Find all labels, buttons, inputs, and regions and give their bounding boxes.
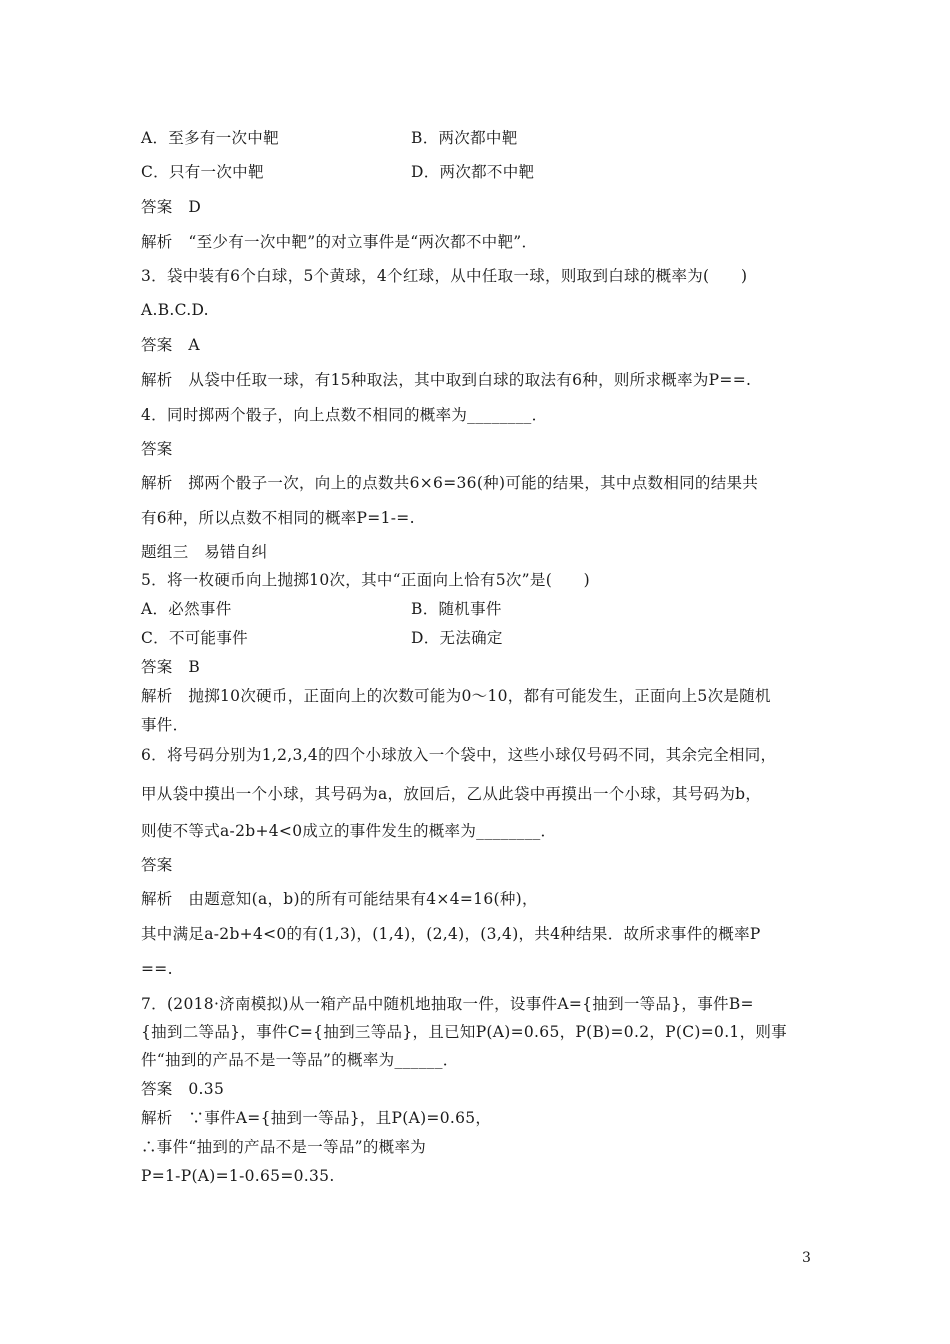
q6-question-line-1: 6．将号码分别为1,2,3,4的四个小球放入一个袋中，这些小球仅号码不同，其余完全相同， (141, 746, 777, 764)
q2-option-a: A．至多有一次中靶 (141, 129, 279, 147)
q2-option-c: C．只有一次中靶 (141, 163, 264, 181)
q6-analysis-line-3: ==. (141, 960, 173, 978)
q2-option-d: D．两次都不中靶 (411, 163, 535, 181)
q7-analysis-line-3: P=1-P(A)=1-0.65=0.35. (141, 1167, 335, 1185)
q3-analysis: 解析 从袋中任取一球，有15种取法，其中取到白球的取法有6种，则所求概率为P==. (141, 371, 752, 389)
q4-analysis-line-1: 解析 掷两个骰子一次，向上的点数共6×6=36(种)可能的结果，其中点数相同的结果共 (141, 474, 759, 492)
q5-option-b: B．随机事件 (411, 600, 502, 618)
q6-answer: 答案 (141, 856, 173, 874)
q5-option-c: C．不可能事件 (141, 629, 248, 647)
q6-analysis-line-2: 其中满足a-2b+4<0的有(1,3)，(1,4)，(2,4)，(3,4)，共4种结果．故所求事件的概率P (141, 925, 761, 943)
q2-analysis: 解析 “至少有一次中靶”的对立事件是“两次都不中靶”． (141, 233, 538, 251)
q3-answer: 答案 A (141, 336, 200, 354)
q7-question-line-1: 7．(2018·济南模拟)从一箱产品中随机地抽取一件，设事件A={抽到一等品}，事件B= (141, 995, 754, 1013)
q7-answer: 答案 0.35 (141, 1080, 225, 1098)
q4-question: 4．同时掷两个骰子，向上点数不相同的概率为________． (141, 406, 548, 424)
q6-analysis-line-1: 解析 由题意知(a，b)的所有可能结果有4×4=16(种)， (141, 890, 538, 908)
q5-option-a: A．必然事件 (141, 600, 232, 618)
q4-analysis-line-2: 有6种，所以点数不相同的概率P=1-=. (141, 509, 415, 527)
q5-analysis-line-2: 事件． (141, 716, 189, 734)
q5-answer: 答案 B (141, 658, 201, 676)
q3-options: A.B.C.D. (141, 301, 209, 319)
page-number: 3 (802, 1250, 811, 1266)
q5-question: 5．将一枚硬币向上抛掷10次，其中“正面向上恰有5次”是( ) (141, 571, 590, 589)
q2-answer: 答案 D (141, 198, 202, 216)
q5-analysis-line-1: 解析 抛掷10次硬币，正面向上的次数可能为0～10，都有可能发生，正面向上5次是随机 (141, 687, 771, 705)
q2-option-b: B．两次都中靶 (411, 129, 518, 147)
q7-analysis-line-1: 解析 ∵事件A={抽到一等品}，且P(A)=0.65， (141, 1109, 492, 1127)
q6-question-line-2: 甲从袋中摸出一个小球，其号码为a，放回后，乙从此袋中再摸出一个小球，其号码为b， (141, 785, 762, 803)
q7-question-line-3: 件“抽到的产品不是一等品”的概率为______． (141, 1051, 459, 1069)
group3-title: 题组三 易错自纠 (141, 543, 268, 561)
q7-analysis-line-2: ∴事件“抽到的产品不是一等品”的概率为 (141, 1138, 427, 1156)
q3-question: 3．袋中装有6个白球，5个黄球，4个红球，从中任取一球，则取到白球的概率为( ) (141, 267, 748, 285)
q4-answer: 答案 (141, 440, 173, 458)
q5-option-d: D．无法确定 (411, 629, 503, 647)
q7-question-line-2: {抽到二等品}，事件C={抽到三等品}，且已知P(A)=0.65，P(B)=0.2，P(C)=0.1，则事 (141, 1023, 787, 1041)
q6-question-line-3: 则使不等式a-2b+4<0成立的事件发生的概率为________． (141, 822, 557, 840)
